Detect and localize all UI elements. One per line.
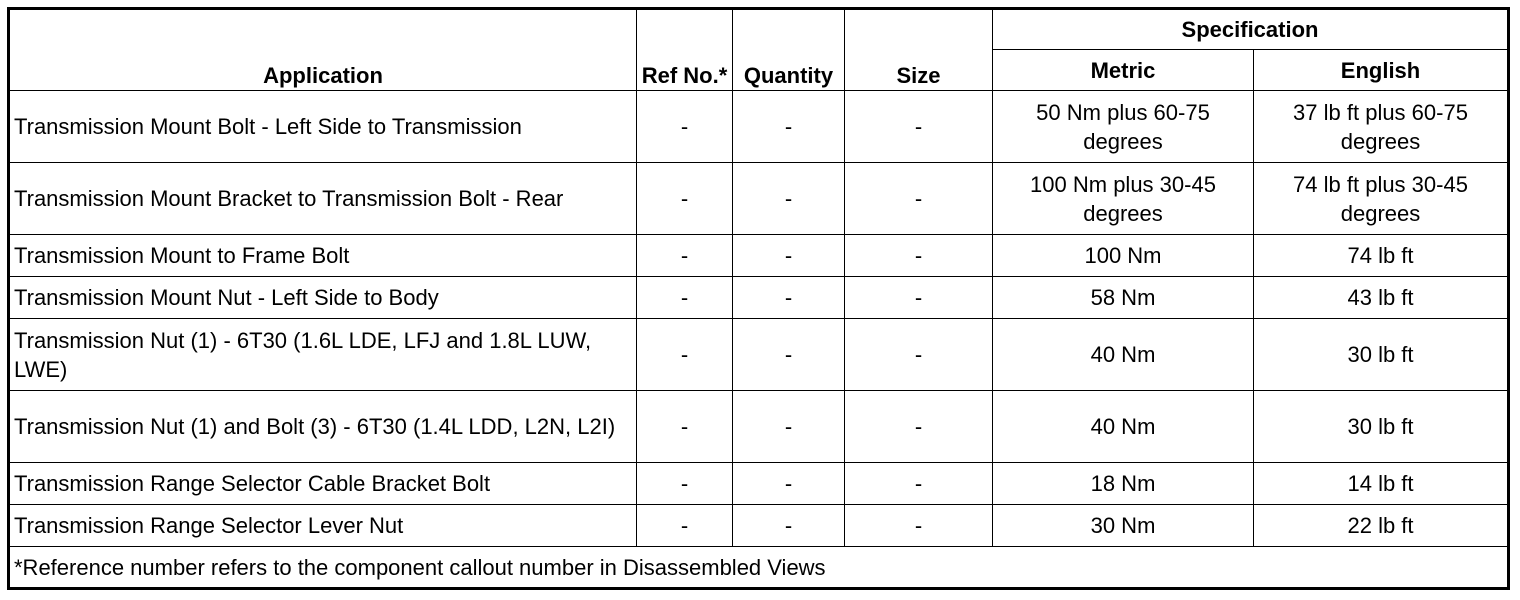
cell-ref: -	[637, 463, 733, 505]
cell-size: -	[845, 235, 993, 277]
cell-english: 74 lb ft	[1254, 235, 1509, 277]
cell-quantity: -	[733, 91, 845, 163]
cell-size: -	[845, 277, 993, 319]
cell-ref: -	[637, 277, 733, 319]
cell-metric: 40 Nm	[993, 319, 1254, 391]
torque-spec-document	[7, 7, 1510, 590]
cell-metric: 58 Nm	[993, 277, 1254, 319]
cell-english: 43 lb ft	[1254, 277, 1509, 319]
cell-metric: 18 Nm	[993, 463, 1254, 505]
cell-metric: 40 Nm	[993, 391, 1254, 463]
footnote: *Reference number refers to the component callout number in Disassembled Views	[9, 547, 1509, 589]
cell-application: Transmission Mount Bolt - Left Side to Transmission	[9, 91, 637, 163]
cell-application: Transmission Range Selector Cable Bracket Bolt	[9, 463, 637, 505]
cell-quantity: -	[733, 391, 845, 463]
header-application: Application	[9, 9, 637, 91]
cell-english: 30 lb ft	[1254, 391, 1509, 463]
cell-application: Transmission Mount Nut - Left Side to Body	[9, 277, 637, 319]
cell-application: Transmission Mount Bracket to Transmission Bolt - Rear	[9, 163, 637, 235]
table-header	[9, 9, 1509, 91]
cell-english: 30 lb ft	[1254, 319, 1509, 391]
cell-application: Transmission Nut (1) and Bolt (3) - 6T30 (1.4L LDD, L2N, L2I)	[9, 391, 637, 463]
header-size: Size	[845, 9, 993, 91]
cell-size: -	[845, 505, 993, 547]
cell-size: -	[845, 163, 993, 235]
cell-size: -	[845, 391, 993, 463]
cell-ref: -	[637, 391, 733, 463]
cell-quantity: -	[733, 163, 845, 235]
cell-ref: -	[637, 319, 733, 391]
cell-quantity: -	[733, 235, 845, 277]
cell-size: -	[845, 319, 993, 391]
footnote-row	[9, 547, 1509, 589]
table-row	[9, 277, 1509, 319]
table-row	[9, 391, 1509, 463]
cell-size: -	[845, 463, 993, 505]
header-specification: Specification	[993, 9, 1509, 50]
cell-ref: -	[637, 235, 733, 277]
cell-ref: -	[637, 163, 733, 235]
header-metric: Metric	[993, 50, 1254, 91]
fastener-tightening-spec-table	[7, 7, 1510, 590]
header-row-top	[9, 9, 1509, 50]
cell-size: -	[845, 91, 993, 163]
table-row	[9, 91, 1509, 163]
table-body	[9, 91, 1509, 589]
cell-quantity: -	[733, 277, 845, 319]
header-quantity: Quantity	[733, 9, 845, 91]
cell-application: Transmission Range Selector Lever Nut	[9, 505, 637, 547]
cell-application: Transmission Mount to Frame Bolt	[9, 235, 637, 277]
table-row	[9, 235, 1509, 277]
table-row	[9, 319, 1509, 391]
header-english: English	[1254, 50, 1509, 91]
cell-metric: 100 Nm plus 30-45 degrees	[993, 163, 1254, 235]
cell-english: 22 lb ft	[1254, 505, 1509, 547]
cell-english: 14 lb ft	[1254, 463, 1509, 505]
cell-quantity: -	[733, 319, 845, 391]
cell-metric: 50 Nm plus 60-75 degrees	[993, 91, 1254, 163]
table-row	[9, 463, 1509, 505]
cell-metric: 30 Nm	[993, 505, 1254, 547]
header-ref-no: Ref No.*	[637, 9, 733, 91]
cell-ref: -	[637, 505, 733, 547]
cell-ref: -	[637, 91, 733, 163]
cell-quantity: -	[733, 463, 845, 505]
cell-metric: 100 Nm	[993, 235, 1254, 277]
table-row	[9, 163, 1509, 235]
table-row	[9, 505, 1509, 547]
cell-application: Transmission Nut (1) - 6T30 (1.6L LDE, LFJ and 1.8L LUW, LWE)	[9, 319, 637, 391]
cell-english: 74 lb ft plus 30-45 degrees	[1254, 163, 1509, 235]
cell-english: 37 lb ft plus 60-75 degrees	[1254, 91, 1509, 163]
cell-quantity: -	[733, 505, 845, 547]
